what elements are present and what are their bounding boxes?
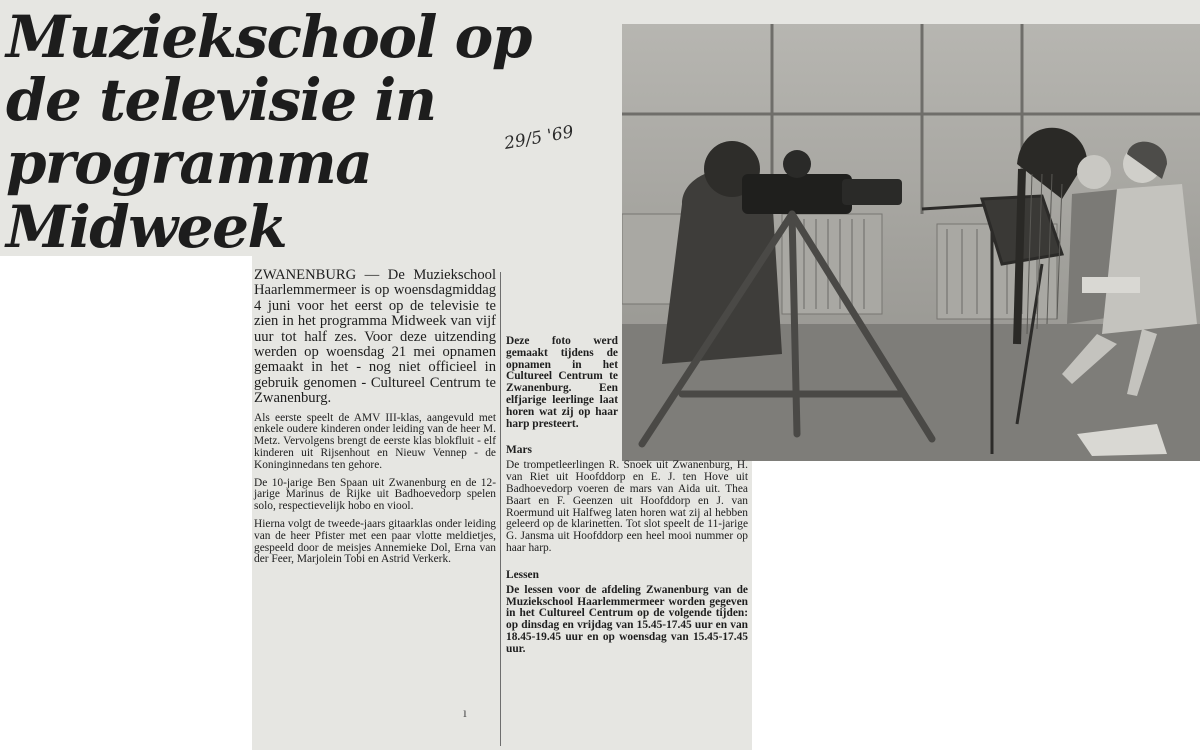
print-artifact-mark: ı (463, 706, 467, 721)
photo-caption: Deze foto werd gemaakt tijdens de opnamen in het Cultureel Centrum te Zwanenburg. Een elfjarige leerlinge laat horen wat zij op haar harp presteert. (506, 335, 618, 430)
clipping-top-strip (622, 0, 1200, 26)
section-heading-mars: Mars (506, 444, 532, 457)
article-lead-paragraph: ZWANENBURG — De Muziekschool Haarlemmermeer is op woensdagmiddag 4 juni voor het eerst op de televisie te zien in het programma Midweek van vijf uur tot half zes. Voor deze uitzending werden op woensdag 21 mei opnamen gemaakt in het - nog niet officieel in gebruik genomen - Cultureel Centrum te Zwanenburg. (254, 267, 496, 407)
article-column-right (506, 336, 748, 656)
article-paragraph: Hierna volgt de tweede-jaars gitaarklas onder leiding van de heer Pfister met een paar vlotte meldietjes, gespeeld door de meisjes Annemieke Dol, Erna van der Feer, Marjolein Tobi en Astrid Verkerk. (254, 518, 496, 566)
section-text-mars: De trompetleerlingen R. Snoek uit Zwanenburg, H. van Riet uit Hoofddorp en E. J. ten Hove uit Badhoevedorp voeren de mars van Aida uit. Thea Baart en F. Geenzen uit Hoofddorp en J. van Roermund uit Halfweg laten horen wat zij al hebben geleerd op de klarinetten. Tot slot speelt de 11-jarige G. Jansma uit Hoofddorp een heel mooi nummer op haar harp. (506, 459, 748, 554)
article-column-left (254, 268, 496, 566)
column-divider (500, 272, 501, 746)
section-text-lessen: De lessen voor de afdeling Zwanenburg van de Muziekschool Haarlemmermeer worden gegeven in het Cultureel Centrum op de volgende tijden: op dinsdag en vrijdag van 15.45-17.45 uur en van 18.45-19.45 uur en op woensdag van 15.45-17.45 uur. (506, 583, 748, 655)
handwritten-date-annotation: 29/5 '69 (502, 122, 576, 154)
section-heading-lessen: Lessen (506, 568, 539, 581)
article-paragraph: De 10-jarige Ben Spaan uit Zwanenburg en de 12-jarige Marinus de Rijke uit Badhoevedorp spelen solo, respectievelijk hobo en viool. (254, 476, 496, 513)
article-headline: Muziekschool op de televisie in programma Midweek (6, 3, 531, 261)
article-paragraph: Als eerste speelt de AMV III-klas, aangevuld met enkele oudere kinderen onder leiding van de heer M. Metz. Vervolgens brengt de eerste klas blokfluit - elf kinderen uit Rijsenhout en Nieuw Vennep - de Koninginnedans ten gehore. (254, 411, 496, 471)
